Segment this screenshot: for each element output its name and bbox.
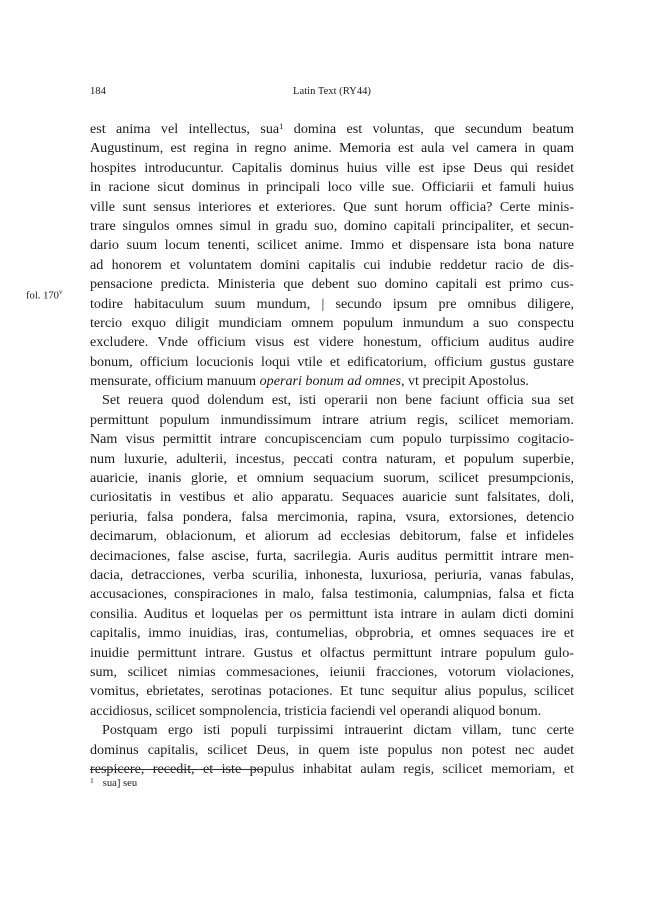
text-line: tercio exquo diligit mundiciam omnem populum inmundum a suo conspectu bbox=[90, 314, 574, 331]
text-line: bonum, officium locucionis loqui vtile et edificatorium, officium gustus gustare bbox=[90, 353, 574, 370]
text-segment: est anima vel intellectus, sua bbox=[90, 121, 280, 137]
text-line: ad honorem et voluntatem domini capitalis cui indubie reddetur racio de dis- bbox=[90, 256, 574, 273]
text-line: inuidie permittunt intrare. Gustus et olfactus permittunt intrare populum gulo- bbox=[90, 644, 574, 661]
text-line: vomitus, ebrietates, serotinas potaciones. Et tunc sequitur alius populus, scilicet bbox=[90, 683, 574, 700]
text-line: Nam visus permittit intrare concupiscenciam cum populo turpissimo cogitacio- bbox=[90, 431, 574, 448]
running-title: Latin Text (RY44) bbox=[293, 86, 371, 97]
folio-side: v bbox=[58, 288, 63, 296]
footnote-number: 1 bbox=[90, 775, 94, 785]
text-line: decimaciones, false ascise, furta, sacrilegia. Auris auditus permittit intrare men- bbox=[90, 547, 574, 564]
text-line: sum, scilicet nimias commesaciones, ieiunii fracciones, votorum violaciones, bbox=[90, 663, 574, 680]
text-segment: mensurate, officium manuum bbox=[90, 373, 260, 390]
text-line: excludere. Vnde officium visus est videre honestum, officium auditus audire bbox=[90, 334, 574, 351]
footnote bbox=[90, 775, 138, 789]
text-line: trare singulos omnes simul in gradu suo, domino capitali principaliter, et secun- bbox=[90, 217, 574, 234]
paragraph-first-line: Set reuera quod dolendum est, isti operarii non bene faciunt officia sua set bbox=[102, 392, 574, 409]
footnote-divider bbox=[90, 769, 262, 770]
text-line: permittunt populum inmundissimum intrare atrium regis, scilicet memoriam. bbox=[90, 411, 574, 428]
scripture-quote: operari bonum ad omnes bbox=[259, 373, 401, 390]
text-line bbox=[90, 372, 574, 391]
text-segment: , vt precipit Apostolus. bbox=[400, 373, 529, 390]
folio-marginal-note bbox=[26, 288, 62, 302]
text-line: dario suum locum tenenti, scilicet anime. Immo et dispensare ista bona nature bbox=[90, 237, 574, 254]
text-line: consilia. Auditus et loquelas per os permittunt ista intrare in aulam dicti domini bbox=[90, 605, 574, 622]
text-segment: domina est voluntas, que secundum beatum bbox=[283, 121, 574, 137]
text-line: auaricie, inanis glorie, et omnium sequacium suorum, scilicet presumpcionis, bbox=[90, 470, 574, 487]
footnote-text: sua] seu bbox=[102, 778, 138, 789]
running-header bbox=[90, 86, 574, 100]
text-line: periuria, falsa pondera, falsa mercimonia, rapina, vsura, extorsiones, detencio bbox=[90, 508, 574, 525]
text-line: curiositatis in vestibus et alio apparatu. Sequaces auaricie sunt falsitates, doli, bbox=[90, 489, 574, 506]
text-line: decimarum, oblacionum, et aliorum ad ecclesias debitorum, false et infideles bbox=[90, 528, 574, 545]
page-number: 184 bbox=[90, 86, 106, 97]
paragraph-first-line: Postquam ergo isti populi turpissimi intrauerint dictam villam, tunc certe bbox=[102, 722, 574, 739]
text-line: dominus capitalis, scilicet Deus, in quem iste populus non potest nec audet bbox=[90, 741, 574, 758]
text-line: dacia, detracciones, verba scurilia, inhonesta, luxuriosa, periuria, vanas fabulas, bbox=[90, 566, 574, 583]
text-line: hospites introducuntur. Capitalis dominus huius ville est ipse Deus qui residet bbox=[90, 159, 574, 176]
text-line: accusaciones, conspiraciones in malo, falsa testimonia, calumpnias, falsa et ficta bbox=[90, 586, 574, 603]
text-line: in racione sicut dominus in principali loco ville sue. Officiarii et famuli huius bbox=[90, 179, 574, 196]
text-line: capitalis, immo inuidias, iras, contumelias, obprobria, et omnes sequaces ire et bbox=[90, 625, 574, 642]
text-line: todire habitaculum suum mundum, | secundo ipsum pre omnibus diligere, bbox=[90, 295, 574, 312]
main-text-block bbox=[90, 120, 574, 779]
footnote-reference: 1 bbox=[279, 120, 284, 131]
text-line: pensacione predicta. Ministeria que debent suo domino capitali est primo cus- bbox=[90, 276, 574, 293]
text-line: respicere, recedit, et iste populus inhabitat aulam regis, scilicet memoriam, et bbox=[90, 760, 574, 777]
text-line: num luxurie, adulterii, incestus, peccati contra naturam, et populum superbie, bbox=[90, 450, 574, 467]
text-line: Augustinum, est regina in regno anime. Memoria est aula vel camera in quam bbox=[90, 140, 574, 157]
text-line: accidiosus, scilicet sompnolencia, tristicia faciendi vel operandi aliquod bonum. bbox=[90, 702, 542, 719]
text-line: ville sunt sensus interiores et exteriores. Que sunt horum officia? Certe minis- bbox=[90, 198, 574, 215]
folio-label: fol. 170 bbox=[26, 290, 59, 302]
text-line bbox=[90, 120, 574, 139]
